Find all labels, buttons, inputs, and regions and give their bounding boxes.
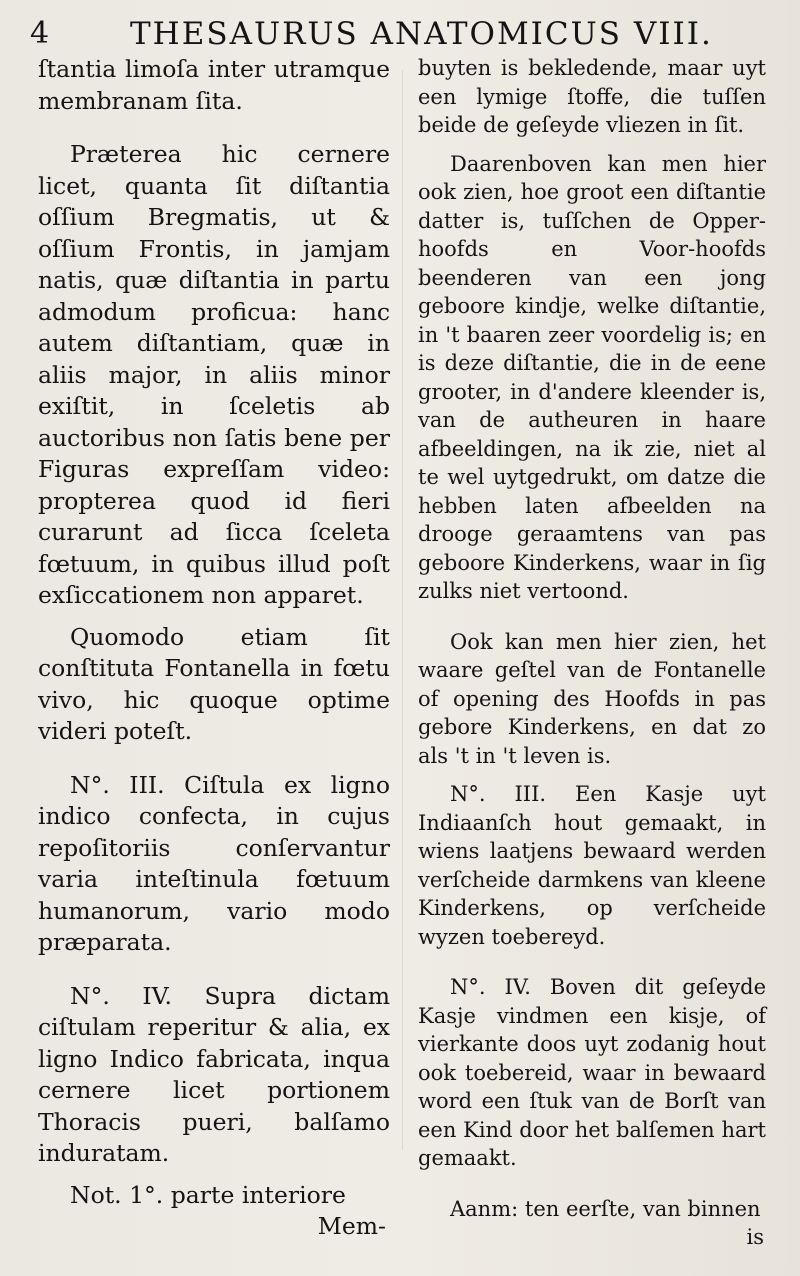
latin-paragraph-3: Quomodo etiam ſit conſtituta Fontanella in fœtu vivo, hic quoque optime videri poteſt. <box>38 622 390 745</box>
page-header <box>30 10 770 56</box>
dutch-paragraph-2: Daarenboven kan men hier ook zien, hoe groot een diſtantie datter is, tuſſchen de Opper-hoofds en Voor-hoofds beenderen van een jong geboore kindje, welke diſtantie, in 't baaren zeer voordelig is; en is deze diſtantie, die in de eene grooter, in d'andere kleender is, van de autheuren in haare afbeeldingen, na ik zie, niet al te wel uytgedrukt, om datze die hebben laten afbeelden na drooge geraamtens van pas geboore Kinderkens, waar in ſig zulks niet vertoond. <box>418 151 766 603</box>
latin-paragraph-4: N°. III. Ciſtula ex ligno indico confecta, in cujus repoſitoriis conſervantur varia inteſtinula fœtuum humanorum, vario modo præparata. <box>38 770 390 956</box>
latin-paragraph-1: ſtantia limoſa inter utramque membranam ſita. <box>38 55 390 115</box>
latin-paragraph-5: N°. IV. Supra dictam ciſtulam reperitur & alia, ex ligno Indico fabricata, inqua cernere licet portionem Thoracis pueri, balſamo induratam. <box>38 981 390 1167</box>
dutch-paragraph-4: N°. III. Een Kasje uyt Indiaanſch hout gemaakt, in wiens laatjens bewaard werden verſcheide darmkens van kleene Kinderkens, op verſcheide wyzen toebereyd. <box>418 782 766 949</box>
dutch-paragraph-1: buyten is bekledende, maar uyt een lymige ſtoffe, die tuſſen beide de geſeyde vliezen in ſit. <box>418 56 766 137</box>
page-number: 4 <box>30 16 50 51</box>
column-gutter <box>402 70 403 1150</box>
dutch-paragraph-3: Ook kan men hier zien, het waare geſtel van de Fontanelle of opening des Hoofds in pas gebore Kinderkens, en dat zo als 't in 't leven is. <box>418 629 766 768</box>
dutch-column <box>418 54 766 1252</box>
latin-paragraph-2: Præterea hic cernere licet, quanta ſit diſtantia oſſium Bregmatis, ut & oſſium Frontis, in jamjam natis, quæ diſtantia in partu admodum proficua: hanc autem diſtantiam, quæ in aliis major, in aliis minor exiſtit, in ſceletis ab auctoribus non ſatis bene per Figuras expreſſam video: propterea quod id fieri curarunt ad ſicca ſceleta fœtuum, in quibus illud poſt exſiccationem non apparet. <box>38 140 390 609</box>
dutch-paragraph-6: Aanm: ten eerſte, van binnen <box>450 1196 761 1221</box>
latin-column <box>38 54 390 1243</box>
latin-paragraph-6: Not. 1°. parte interiore <box>70 1180 346 1209</box>
latin-catchword: Mem- <box>317 1212 386 1240</box>
dutch-catchword: is <box>746 1225 764 1249</box>
running-title: THESAURUS ANATOMICUS VIII. <box>130 16 713 52</box>
dutch-paragraph-5: N°. IV. Boven dit geſeyde Kasje vindmen een kisje, of vierkante doos uyt zodanig hout ook toebereid, waar in bewaard word een ſtuk van de Borſt van een Kind door het balſemen hart gemaakt. <box>418 975 766 1170</box>
